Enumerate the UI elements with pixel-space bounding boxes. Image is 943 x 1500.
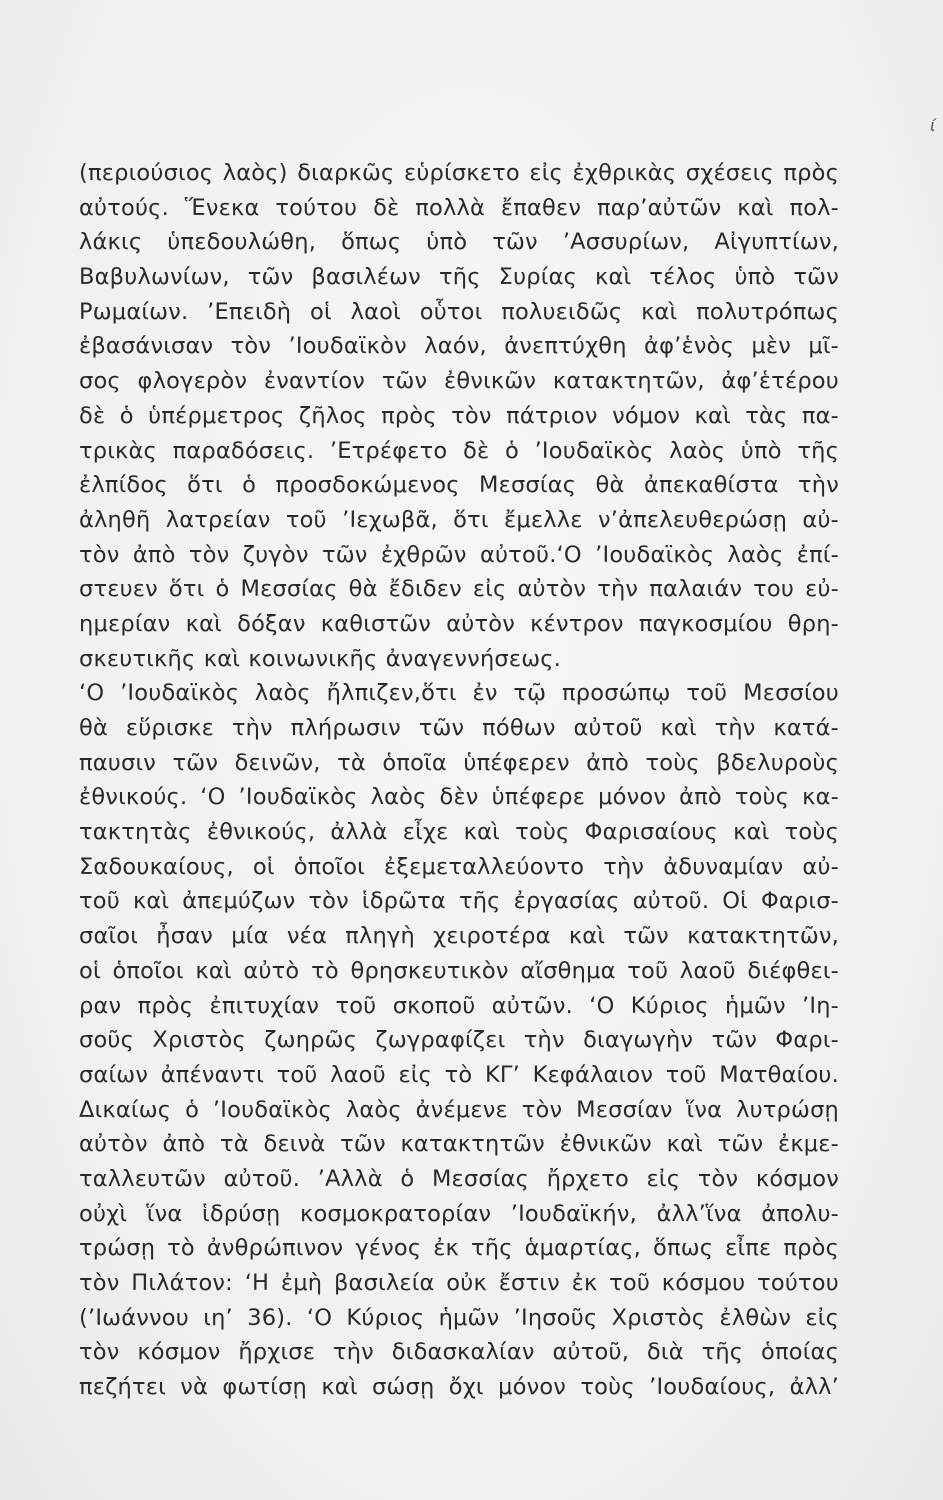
text-line: τὸν ἀπὸ τὸν ζυγὸν τῶν ἐχθρῶν αὐτοῦ.‘Ο ’Ιουδαϊκὸς λαὸς ἐπί-: [79, 541, 839, 568]
text-line: Βαβυλωνίων, τῶν βασιλέων τῆς Συρίας καὶ τέλος ὑπὸ τῶν: [79, 264, 839, 291]
text-block: [79, 156, 839, 1405]
text-line: (’Ιωάννου ιη’ 36). ‘Ο Κύριος ἡμῶν ’Ιησοῦς Χριστὸς ἐλθὼν εἰς: [79, 1304, 839, 1331]
text-line: πεζήτει νὰ φωτίσῃ καὶ σώσῃ ὄχι μόνον τοὺς ’Ιουδαίους, ἀλλ’: [79, 1374, 839, 1401]
text-line: αὐτούς. Ἕνεκα τούτου δὲ πολλὰ ἔπαθεν παρ’αὐτῶν καὶ πολ-: [79, 194, 839, 221]
text-line: ἀληθῆ λατρείαν τοῦ ’Ιεχωβᾶ, ὅτι ἔμελλε ν’ἀπελευθερώσῃ αὐ-: [79, 506, 839, 533]
text-line: Δικαίως ὁ ’Ιουδαϊκὸς λαὸς ἀνέμενε τὸν Μεσσίαν ἵνα λυτρώσῃ: [79, 1096, 839, 1123]
text-line: οἱ ὁποῖοι καὶ αὐτὸ τὸ θρησκευτικὸν αἴσθημα τοῦ λαοῦ διέφθει-: [79, 957, 839, 984]
text-line: Ρωμαίων. ’Επειδὴ οἱ λαοὶ οὗτοι πολυειδῶς καὶ πολυτρόπως: [79, 298, 839, 325]
text-line: Σαδουκαίους, οἱ ὁποῖοι ἐξεμεταλλεύοντο τὴν ἀδυναμίαν αὐ-: [79, 853, 839, 880]
text-line: τακτητὰς ἐθνικούς, ἀλλὰ εἶχε καὶ τοὺς Φαρισαίους καὶ τοὺς: [79, 819, 839, 846]
text-line: λάκις ὑπεδουλώθη, ὅπως ὑπὸ τῶν ’Ασσυρίων, Αἰγυπτίων,: [79, 229, 839, 256]
text-line: ἐβασάνισαν τὸν ’Ιουδαϊκὸν λαόν, ἀνεπτύχθη ἀφ’ἑνὸς μὲν μῖ-: [79, 333, 839, 360]
text-line: σοῦς Χριστὸς ζωηρῶς ζωγραφίζει τὴν διαγωγὴν τῶν Φαρι-: [79, 1027, 839, 1054]
text-line: ἐλπίδος ὅτι ὁ προσδοκώμενος Μεσσίας θὰ ἀπεκαθίστα τὴν: [79, 472, 839, 499]
text-line: παυσιν τῶν δεινῶν, τὰ ὁποῖα ὑπέφερεν ἀπὸ τοὺς βδελυροὺς: [79, 749, 839, 776]
text-line: θὰ εὕρισκε τὴν πλήρωσιν τῶν πόθων αὐτοῦ καὶ τὴν κατά-: [79, 715, 839, 741]
text-line: ἐθνικούς. ‘Ο ’Ιουδαϊκὸς λαὸς δὲν ὑπέφερε μόνον ἀπὸ τοὺς κα-: [79, 784, 839, 811]
text-line: τρώσῃ τὸ ἀνθρώπινον γένος ἐκ τῆς ἁμαρτίας, ὅπως εἶπε πρὸς: [79, 1235, 839, 1262]
text-line: τὸν Πιλάτον: ‘Η ἐμὴ βασιλεία οὐκ ἔστιν ἐκ τοῦ κόσμου τούτου: [79, 1270, 839, 1296]
text-line: ραν πρὸς ἐπιτυχίαν τοῦ σκοποῦ αὐτῶν. ‘Ο Κύριος ἡμῶν ’Ιη-: [79, 992, 839, 1019]
text-line: τρικὰς παραδόσεις. ’Ετρέφετο δὲ ὁ ’Ιουδαϊκὸς λαὸς ὑπὸ τῆς: [79, 437, 839, 464]
text-line: (περιούσιος λαὸς) διαρκῶς εὑρίσκετο εἰς ἐχθρικὰς σχέσεις πρὸς: [79, 160, 839, 186]
text-line: στευεν ὅτι ὁ Μεσσίας θὰ ἔδιδεν εἰς αὐτὸν τὴν παλαιάν του εὐ-: [79, 576, 839, 603]
text-line: σαῖοι ἦσαν μία νέα πληγὴ χειροτέρα καὶ τῶν κατακτητῶν,: [79, 923, 839, 950]
text-line: τοῦ καὶ ἀπεμύζων τὸν ἱδρῶτα τῆς ἐργασίας αὐτοῦ. Οἱ Φαρισ-: [79, 888, 839, 915]
text-line: τὸν κόσμον ἤρχισε τὴν διδασκαλίαν αὐτοῦ, διὰ τῆς ὁποίας: [79, 1339, 839, 1366]
text-line: σος φλογερὸν ἐναντίον τῶν ἐθνικῶν κατακτητῶν, ἀφ’ἑτέρου: [79, 368, 839, 395]
corner-mark: ί: [930, 116, 936, 135]
text-line: δὲ ὁ ὑπέρμετρος ζῆλος πρὸς τὸν πάτριον νόμον καὶ τὰς πα-: [79, 402, 839, 429]
text-line: ‘Ο ’Ιουδαϊκὸς λαὸς ἤλπιζεν,ὅτι ἐν τῷ προσώπῳ τοῦ Μεσσίου: [79, 680, 839, 707]
text-line: οὐχὶ ἵνα ἱδρύσῃ κοσμοκρατορίαν ’Ιουδαϊκήν, ἀλλ’ἵνα ἀπολυ-: [79, 1200, 839, 1227]
text-line: σκευτικῆς καὶ κοινωνικῆς ἀναγεννήσεως.: [79, 645, 562, 672]
text-line: αὐτὸν ἀπὸ τὰ δεινὰ τῶν κατακτητῶν ἐθνικῶν καὶ τῶν ἐκμε-: [79, 1131, 839, 1158]
text-line: ημερίαν καὶ δόξαν καθιστῶν αὐτὸν κέντρον παγκοσμίου θρη-: [79, 610, 839, 637]
text-line: ταλλευτῶν αὐτοῦ. ’Αλλὰ ὁ Μεσσίας ἤρχετο εἰς τὸν κόσμον: [79, 1165, 839, 1192]
text-line: σαίων ἀπέναντι τοῦ λαοῦ εἰς τὸ ΚΓ’ Κεφάλαιον τοῦ Ματθαίου.: [79, 1061, 839, 1088]
